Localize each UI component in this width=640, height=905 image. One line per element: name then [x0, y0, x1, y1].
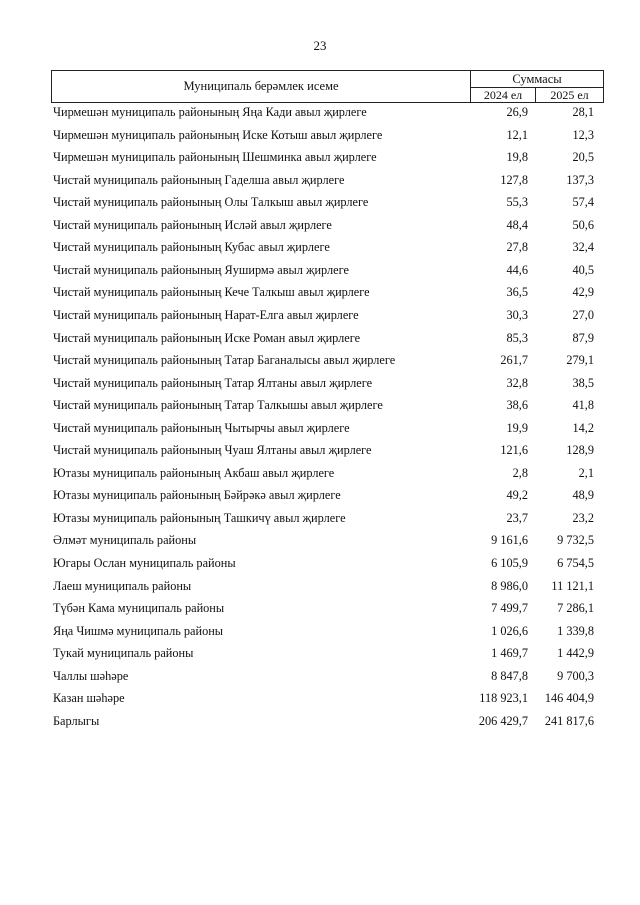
- row-value-2025: 40,5: [572, 262, 594, 277]
- row-value-2025: 87,9: [572, 330, 594, 345]
- row-name: Чистай муниципаль районының Татар Ялтаны авыл җирлеге: [53, 375, 373, 390]
- row-value-2024: 7 499,7: [491, 601, 528, 616]
- column-header-name: [51, 70, 471, 103]
- row-name: Казан шәһәре: [53, 691, 125, 706]
- row-value-2025: 241 817,6: [544, 713, 594, 728]
- row-name: Барлыгы: [53, 713, 100, 728]
- row-name: Чистай муниципаль районының Татар Талкышы авыл җирлеге: [53, 398, 383, 413]
- table-row: [0, 216, 640, 234]
- row-name: Ютазы муниципаль районының Ташкичү авыл җирлеге: [53, 510, 346, 525]
- row-value-2025: 137,3: [566, 172, 594, 187]
- row-value-2025: 28,1: [572, 105, 594, 119]
- table-row: [0, 238, 640, 256]
- row-name: Чистай муниципаль районының Кече Талкыш авыл җирлеге: [53, 285, 370, 300]
- row-value-2024: 6 105,9: [491, 556, 528, 570]
- table-row: [0, 577, 640, 595]
- row-value-2025: 32,4: [572, 240, 594, 255]
- row-value-2024: 85,3: [506, 330, 528, 345]
- table-row: [0, 261, 640, 279]
- row-value-2025: 11 121,1: [551, 578, 594, 593]
- table-row: [0, 509, 640, 527]
- row-value-2025: 23,2: [572, 510, 594, 525]
- row-name: Чирмешән муниципаль районының Яңа Кади авыл җирлеге: [53, 105, 367, 119]
- row-value-2024: 8 986,0: [491, 578, 528, 593]
- table-row: [0, 644, 640, 662]
- row-value-2024: 12,1: [506, 127, 528, 142]
- table-row: [0, 283, 640, 301]
- row-value-2024: 30,3: [506, 307, 528, 322]
- table-row: [0, 554, 640, 572]
- row-value-2025: 41,8: [572, 398, 594, 413]
- row-value-2025: 12,3: [572, 127, 594, 142]
- row-value-2024: 38,6: [506, 398, 528, 413]
- row-name: Чистай муниципаль районының Чытырчы авыл җирлеге: [53, 420, 350, 435]
- row-value-2024: 8 847,8: [491, 668, 528, 683]
- column-header-2025: 2025 ел: [535, 87, 604, 103]
- table-row: [0, 689, 640, 707]
- table-row: [0, 712, 640, 730]
- row-value-2025: 279,1: [566, 353, 594, 368]
- row-value-2024: 26,9: [506, 105, 528, 119]
- row-name: Югары Ослан муниципаль районы: [53, 556, 236, 570]
- row-value-2024: 261,7: [500, 353, 528, 368]
- row-value-2024: 36,5: [506, 285, 528, 300]
- row-name: Түбән Кама муниципаль районы: [53, 601, 225, 616]
- row-value-2024: 49,2: [506, 488, 528, 503]
- row-name: Чистай муниципаль районының Чуаш Ялтаны авыл җирлеге: [53, 443, 372, 458]
- row-value-2024: 121,6: [500, 443, 528, 458]
- column-header-amount: Суммасы: [470, 70, 604, 88]
- row-value-2024: 44,6: [506, 262, 528, 277]
- table-row: [0, 531, 640, 549]
- table-row: [0, 441, 640, 459]
- table-row: [0, 126, 640, 144]
- column-header-2024: 2024 ел: [470, 87, 536, 103]
- row-value-2025: 146 404,9: [544, 691, 594, 706]
- row-value-2024: 19,8: [506, 150, 528, 165]
- row-value-2025: 1 339,8: [557, 623, 594, 638]
- row-value-2025: 6 754,5: [557, 556, 594, 570]
- row-name: Чистай муниципаль районының Яуширмә авыл җирлеге: [53, 262, 349, 277]
- row-value-2025: 14,2: [572, 420, 594, 435]
- table-row: [0, 396, 640, 414]
- row-value-2024: 118 923,1: [479, 691, 528, 706]
- row-name: Чирмешән муниципаль районының Шешминка авыл җирлеге: [53, 150, 377, 165]
- row-value-2024: 27,8: [506, 240, 528, 255]
- row-value-2024: 19,9: [506, 420, 528, 435]
- table-row: [0, 306, 640, 324]
- row-value-2024: 206 429,7: [478, 713, 528, 728]
- table-row: [0, 148, 640, 166]
- table-row: [0, 329, 640, 347]
- row-name: Чаллы шәһәре: [53, 668, 129, 683]
- row-value-2025: 2,1: [578, 465, 594, 480]
- row-value-2025: 20,5: [572, 150, 594, 165]
- row-name: Ютазы муниципаль районының Акбаш авыл җирлеге: [53, 465, 335, 480]
- row-name: Чистай муниципаль районының Олы Талкыш авыл җирлеге: [53, 195, 369, 210]
- table-row: [0, 486, 640, 504]
- table-row: [0, 103, 640, 121]
- row-value-2025: 7 286,1: [557, 601, 594, 616]
- row-value-2025: 128,9: [566, 443, 594, 458]
- row-value-2025: 9 700,3: [557, 668, 594, 683]
- row-name: Чистай муниципаль районының Исләй авыл җирлеге: [53, 217, 332, 232]
- page-number: 23: [313, 38, 327, 53]
- row-name: Чистай муниципаль районының Кубас авыл җирлеге: [53, 240, 330, 255]
- row-value-2025: 57,4: [572, 195, 594, 210]
- row-name: Әлмәт муниципаль районы: [53, 533, 197, 548]
- row-name: Чистай муниципаль районының Гаделша авыл җирлеге: [53, 172, 345, 187]
- row-value-2025: 1 442,9: [557, 646, 594, 661]
- table-row: [0, 667, 640, 685]
- row-value-2025: 9 732,5: [557, 533, 594, 548]
- row-name: Лаеш муниципаль районы: [53, 578, 192, 593]
- row-value-2024: 1 026,6: [491, 623, 528, 638]
- table-row: [0, 374, 640, 392]
- row-value-2025: 38,5: [572, 375, 594, 390]
- row-value-2024: 9 161,6: [491, 533, 528, 548]
- column-header-name-text: Муниципаль берәмлек исеме: [183, 79, 339, 93]
- row-name: Чистай муниципаль районының Нарат-Елга авыл җирлеге: [53, 307, 359, 322]
- row-name: Тукай муниципаль районы: [53, 646, 194, 661]
- row-value-2024: 32,8: [506, 375, 528, 390]
- row-value-2025: 42,9: [572, 285, 594, 300]
- table-row: [0, 464, 640, 482]
- row-value-2024: 1 469,7: [491, 646, 528, 661]
- table-row: [0, 193, 640, 211]
- row-name: Чистай муниципаль районының Татар Баганалысы авыл җирлеге: [53, 353, 396, 368]
- row-value-2024: 23,7: [506, 510, 528, 525]
- table-row: [0, 171, 640, 189]
- row-value-2024: 55,3: [506, 195, 528, 210]
- row-value-2024: 127,8: [500, 172, 528, 187]
- table-row: [0, 419, 640, 437]
- table-row: [0, 622, 640, 640]
- row-value-2024: 48,4: [506, 217, 528, 232]
- row-value-2024: 2,8: [512, 465, 528, 480]
- row-value-2025: 27,0: [572, 307, 594, 322]
- row-name: Чирмешән муниципаль районының Иске Котыш авыл җирлеге: [53, 127, 383, 142]
- table-row: [0, 599, 640, 617]
- row-name: Ютазы муниципаль районының Бәйрәкә авыл җирлеге: [53, 488, 341, 503]
- row-value-2025: 50,6: [572, 217, 594, 232]
- row-name: Яңа Чишмә муниципаль районы: [53, 623, 224, 638]
- table-row: [0, 351, 640, 369]
- row-name: Чистай муниципаль районының Иске Роман авыл җирлеге: [53, 330, 361, 345]
- row-value-2025: 48,9: [572, 488, 594, 503]
